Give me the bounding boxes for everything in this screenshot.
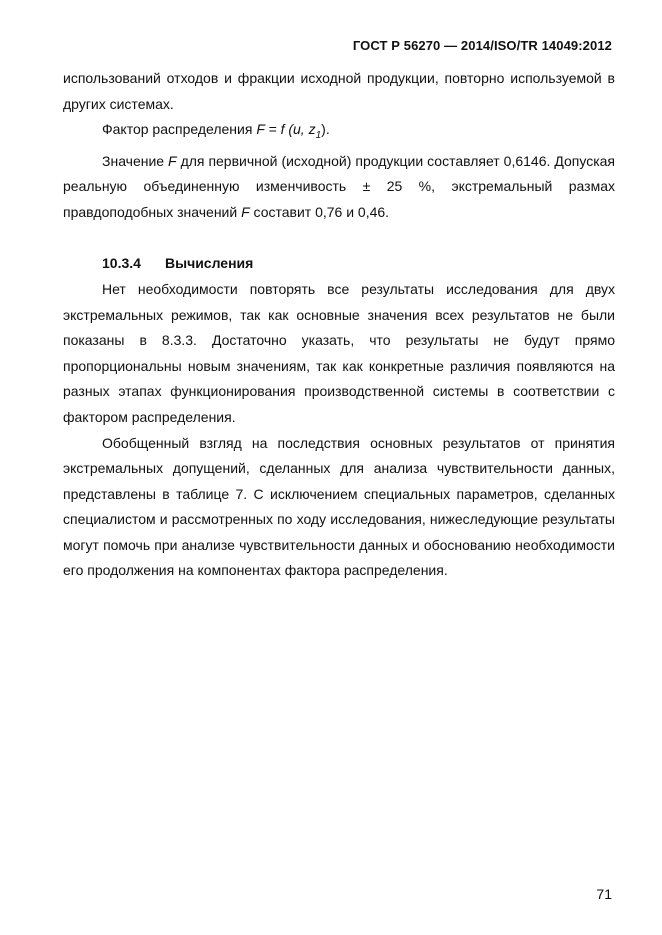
paragraph-continuation: использований отходов и фракции исходной продукции, повторно используемой в других системах. — [63, 70, 615, 112]
allocation-formula: F = f (u, z — [256, 121, 316, 138]
variable-f-2: F — [241, 203, 250, 220]
value-f-text-b: для первичной (исходной) продукции составляет 0,6146. Допуская реальную объединенную изменчивость ± 25 %, экстремальный размах правдоподобных значений — [63, 152, 615, 220]
value-f-text-c: составит 0,76 и 0,46. — [249, 203, 390, 220]
section-number: 10.3.4 — [102, 255, 141, 272]
value-f-text-a: Значение — [102, 152, 169, 169]
page-number: 71 — [596, 886, 612, 902]
paragraph-calculations-1: Нет необходимости повторять все результаты исследования для двух экстремальных режимов, так как основные значения всех результатов не были показаны в 8.3.3. Достаточно указать, что результаты не будут прямо пропорциональны новым значениям, так как конкретные различия появляются на разных этапах функционирования производственной системы в соответствии с фактором распределения. — [63, 280, 615, 425]
document-header: ГОСТ Р 56270 — 2014/ISO/TR 14049:2012 — [352, 38, 612, 53]
paragraph-calculations-2: Обобщенный взгляд на последствия основных результатов от принятия экстремальных допущений, сделанных для анализа чувствительности данных, представлены в таблице 7. С исключением специальных параметров, сделанных специалистом и рассмотренных по ходу исследования, нижеследующие результаты могут помочь при анализе чувствительности данных и обоснованию необходимости его продолжения на компонентах фактора распределения. — [63, 434, 615, 579]
section-title: Вычисления — [165, 255, 254, 272]
variable-f: F — [168, 152, 177, 169]
allocation-factor-label: Фактор распределения — [102, 121, 257, 138]
formula-subscript: 1 — [315, 129, 322, 141]
paragraph-value-f — [63, 149, 615, 226]
formula-close: ). — [321, 121, 330, 138]
document-body — [63, 66, 615, 584]
paragraph-allocation-factor — [63, 117, 615, 148]
section-heading — [63, 251, 615, 277]
